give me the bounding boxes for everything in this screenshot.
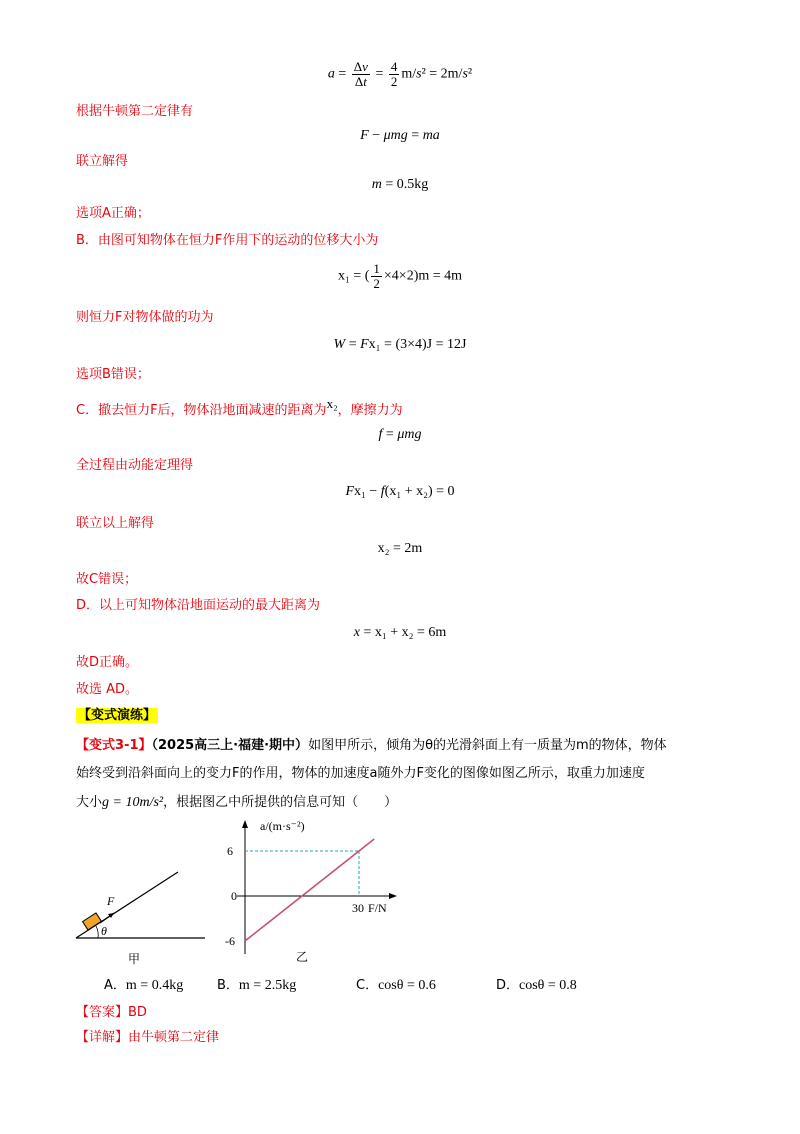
option-b[interactable]: B．m = 2.5kg (217, 978, 297, 993)
figure-b-caption: 乙 (296, 950, 309, 964)
force-label: F (107, 894, 115, 908)
y-tick-label: 0 (231, 889, 237, 903)
text-line: 全过程由动能定理得 (76, 458, 194, 473)
x-axis-label: F/N (368, 901, 387, 915)
option-d[interactable]: D．cosθ = 0.8 (496, 978, 577, 993)
figure-incline (70, 860, 210, 954)
x-tick-label: 30 (352, 901, 364, 915)
text-line: 故D正确。 (76, 655, 139, 670)
text-segment: ，摩擦力为 (337, 403, 403, 418)
figure-graph (215, 814, 405, 968)
problem-line-3: 大小g = 10m/s²，根据图乙中所提供的信息可知（ ） (76, 795, 398, 810)
text-line: 联立以上解得 (76, 516, 155, 531)
figure-a-caption: 甲 (128, 952, 141, 966)
problem-line-2: 始终受到沿斜面向上的变力F的作用，物体的加速度a随外力F变化的图像如图乙所示，取重力加速度 (76, 766, 645, 781)
problem-tag: 【变式3-1】 (76, 738, 152, 753)
equation-newton: F − μmg = ma (360, 128, 440, 143)
equation-work: W = Fx₁ = (3×4)J = 12J (333, 337, 467, 352)
y-tick-label: -6 (225, 934, 235, 948)
answer: 【答案】BD (76, 1005, 147, 1020)
problem-line-1 (76, 737, 667, 755)
option-c[interactable]: C．cosθ = 0.6 (356, 978, 436, 993)
detail: 【详解】由牛顿第二定律 (76, 1030, 220, 1045)
equation-friction: f = μmg (378, 427, 422, 442)
angle-label: θ (101, 924, 107, 938)
text-line: 选项B错误； (76, 367, 150, 382)
text-line: 根据牛顿第二定律有 (76, 104, 194, 119)
problem-text: 如图甲所示，倾角为θ的光滑斜面上有一质量为m的物体，物体 (308, 738, 667, 753)
option-a[interactable]: A．m = 0.4kg (104, 978, 184, 993)
text-line: D．以上可知物体沿地面运动的最大距离为 (76, 598, 321, 613)
text-line: 则恒力F对物体做的功为 (76, 310, 214, 325)
text-segment: C．撤去恒力F后，物体沿地面减速的距离为 (76, 403, 327, 418)
equation-energy: Fx₁ − f(x₁ + x₂) = 0 (345, 484, 455, 499)
problem-source: （2025高三上·福建·期中） (151, 738, 309, 753)
equation-acceleration: a = $\frac{\Delta v}{\Delta t}$ = $\frac{4}{2}$ m/s² = 2m/s² (327, 59, 473, 89)
equation-displacement: x₁ = ( $\frac{1}{2}$ ×4×2)m = 4m (337, 261, 463, 291)
equation-max-distance: x = x₁ + x₂ = 6m (353, 625, 447, 640)
text-line: C．撤去恒力F后，物体沿地面减速的距离为x₂，摩擦力为 (76, 396, 403, 418)
text-line: 联立解得 (76, 154, 129, 169)
equation-x2: x₂ = 2m (377, 541, 423, 556)
text-line: B．由图可知物体在恒力F作用下的运动的位移大小为 (76, 233, 379, 248)
text-line: 故C错误； (76, 572, 138, 587)
section-title: 【变式演练】 (78, 708, 157, 723)
text-line: 故选 AD。 (76, 682, 139, 697)
y-tick-label: 6 (227, 844, 233, 858)
text-line: 选项A正确； (76, 206, 150, 221)
y-axis-label: a/(m·s⁻²) (260, 819, 305, 833)
equation-mass: m = 0.5kg (371, 177, 429, 192)
series-line (245, 839, 374, 941)
